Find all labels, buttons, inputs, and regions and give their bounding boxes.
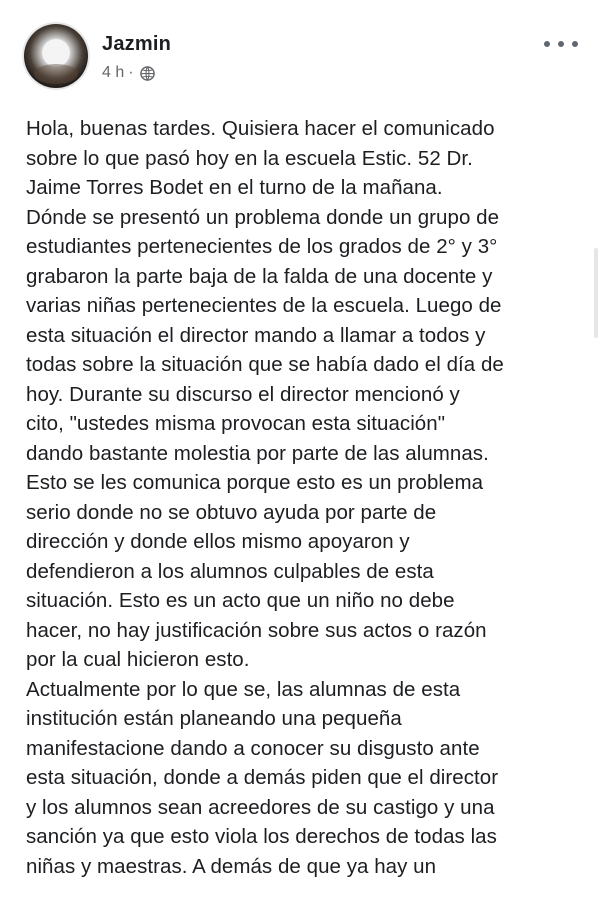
post-text: [26, 114, 580, 900]
post-line: dirección y donde ellos mismo apoyaron y: [26, 530, 410, 553]
post-line: cito, "ustedes misma provocan esta situación": [26, 412, 446, 435]
post-timestamp[interactable]: 4 h: [102, 64, 125, 81]
more-options-icon: [544, 41, 550, 47]
post-line: grabaron la parte baja de la falda de una docente y: [26, 264, 493, 288]
author-name[interactable]: Jazmin: [102, 33, 172, 55]
more-options-button[interactable]: [544, 32, 578, 56]
post-line: niñas y maestras. A demás de que ya hay un: [26, 854, 437, 878]
post-line: y los alumnos sean acreedores de su castigo y una: [26, 795, 495, 819]
globe-icon: [140, 66, 155, 81]
post-header: [0, 0, 600, 105]
post-meta: [102, 64, 155, 82]
post-line: Jaime Torres Bodet en el turno de la mañana.: [26, 176, 443, 199]
post-line: por la cual hicieron esto.: [26, 648, 250, 671]
more-options-icon: [572, 41, 578, 47]
post-line: Dónde se presentó un problema donde un grupo de: [26, 205, 500, 229]
meta-separator: ·: [128, 64, 134, 81]
post-line: situación. Esto es un acto que un niño no debe: [26, 589, 455, 612]
post-line: todas sobre la situación que se había dado el día de: [26, 353, 504, 376]
post-line: hoy. Durante su discurso el director mencionó y: [26, 382, 460, 406]
post-line: manifestacione dando a conocer su disgusto ante: [26, 736, 480, 760]
more-options-icon: [558, 41, 564, 47]
post-line: varias niñas pertenecientes de la escuela. Luego de: [26, 294, 502, 317]
post-line: sobre lo que pasó hoy en la escuela Estic. 52 Dr.: [26, 146, 473, 170]
post-line: defendieron a los alumnos culpables de esta: [26, 559, 434, 583]
post-line: Hola, buenas tardes. Quisiera hacer el comunicado: [26, 117, 495, 140]
post-line: dando bastante molestia por parte de las alumnas.: [26, 441, 489, 465]
post-line: esta situación el director mando a llamar a todos y: [26, 323, 486, 347]
post-line: hacer, no hay justificación sobre sus actos o razón: [26, 618, 487, 642]
post-line: institución están planeando una pequeña: [26, 707, 402, 730]
post-line: esta situación, donde a demás piden que el director: [26, 766, 499, 789]
post-line: sanción ya que esto viola los derechos de todas las: [26, 825, 497, 848]
author-avatar[interactable]: [24, 24, 88, 88]
post-line: Actualmente por lo que se, las alumnas de esta: [26, 677, 461, 701]
post-line: Esto se les comunica porque esto es un problema: [26, 471, 484, 494]
scrollbar[interactable]: [594, 248, 598, 338]
post-line: serio donde no se obtuvo ayuda por parte de: [26, 500, 437, 524]
post-line: estudiantes pertenecientes de los grados de 2° y 3°: [26, 235, 498, 258]
